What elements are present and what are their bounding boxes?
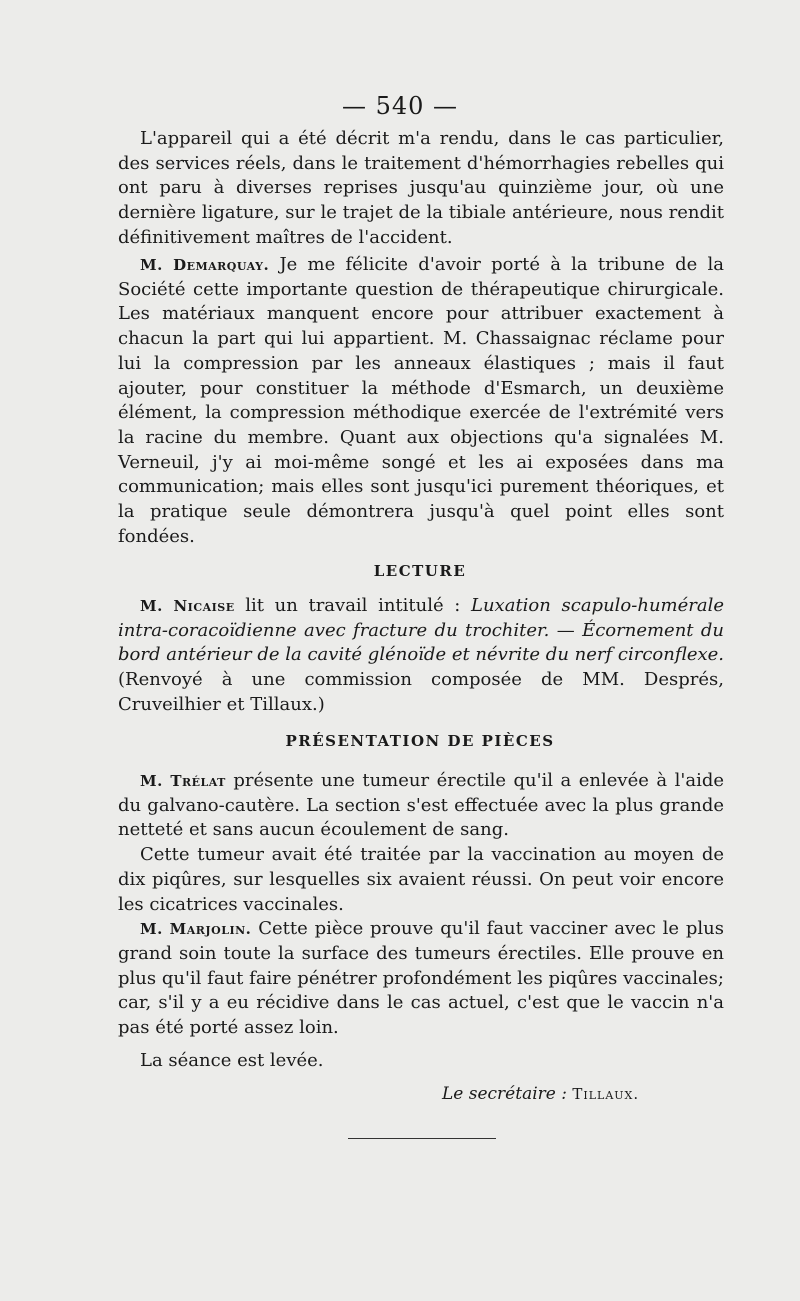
paragraph-nicaise: M. Nicaise lit un travail intitulé : Luxation scapulo-humérale intra-coracoïdienne avec fracture du trochiter. — Écornement du bord antérieur de la cavité glénoïde et névrite du nerf circonflexe. (Renvoyé à une commission composée de MM. Després, Cruveilhier et Tillaux.) bbox=[118, 595, 725, 715]
paragraph-seance-levee: La séance est levée. bbox=[140, 1049, 324, 1071]
paragraph-demarquay: M. Demarquay. Je me félicite d'avoir porté à la tribune de la Société cette importante question de thérapeutique chirurgicale. Les matériaux manquent encore pour attribuer exactement à chacun la part qui lui appartient. M. Chassaignac réclame pour lui la compression par les anneaux élastiques ; mais il faut ajouter, pour constituer la méthode d'Esmarch, un deuxième élément, la compression méthodique exercée de l'extrémité vers la racine du membre. Quant aux objections qu'a signalées M. Verneuil, j'y ai moi-même songé et les ai exposées dans ma communication; mais elles sont jusqu'ici purement théoriques, et la pratique seule démontrera jusqu'à quel point elles sont fondées. bbox=[118, 254, 724, 547]
paragraph-vaccination: Cette tumeur avait été traitée par la vaccination au moyen de dix piqûres, sur lesquelles six avaient réussi. On peut voir encore les cicatrices vaccinales. bbox=[118, 844, 724, 915]
signature-name: Tillaux. bbox=[572, 1085, 640, 1103]
closing-rule bbox=[348, 1138, 496, 1139]
signature bbox=[442, 1084, 639, 1104]
speaker-demarquay: M. Demarquay. bbox=[140, 256, 270, 274]
heading-presentation-pieces: PRÉSENTATION DE PIÈCES bbox=[285, 732, 555, 750]
paragraph-appareil: L'appareil qui a été décrit m'a rendu, dans le cas particulier, des services réels, dans le traitement d'hémorrhagies rebelles qui ont paru à diverses reprises jusqu'au quinzième jour, où une dernière ligature, sur le trajet de la tibiale antérieure, nous rendit définitivement maîtres de l'accident. bbox=[118, 128, 724, 248]
speaker-marjolin: M. Marjolin. bbox=[140, 920, 252, 939]
speaker-nicaise: M. Nicaise bbox=[140, 597, 235, 615]
work-title: Luxation scapulo-humérale intra-coracoïdienne avec fracture du trochiter. — Écornement du bord antérieur de la cavité glénoïde et névrite du nerf circonflexe. bbox=[118, 595, 725, 666]
page-number: — 540 — bbox=[341, 92, 459, 120]
heading-lecture: LECTURE bbox=[373, 562, 467, 580]
signature-role: Le secrétaire : bbox=[442, 1084, 567, 1104]
paragraph-trelat: M. Trélat présente une tumeur érectile qu'il a enlevée à l'aide du galvano-cautère. La section s'est effectuée avec la plus grande netteté et sans aucun écoulement de sang. Cette tumeur avait été traitée par la vaccination au moyen de dix piqûres, sur lesquelles six avaient réussi. On peut voir encore les cicatrices vaccinales. M. Marjolin. Cette pièce prouve qu'il faut vacciner avec le plus grand soin toute la surface des tumeurs érectiles. Elle prouve en plus qu'il faut faire pénétrer profondément les piqûres vaccinales; car, s'il y a eu récidive dans le cas actuel, c'est que le vaccin n'a pas été porté assez loin. La séance est levée. bbox=[118, 769, 724, 1073]
speaker-trelat: M. Trélat bbox=[140, 772, 226, 790]
